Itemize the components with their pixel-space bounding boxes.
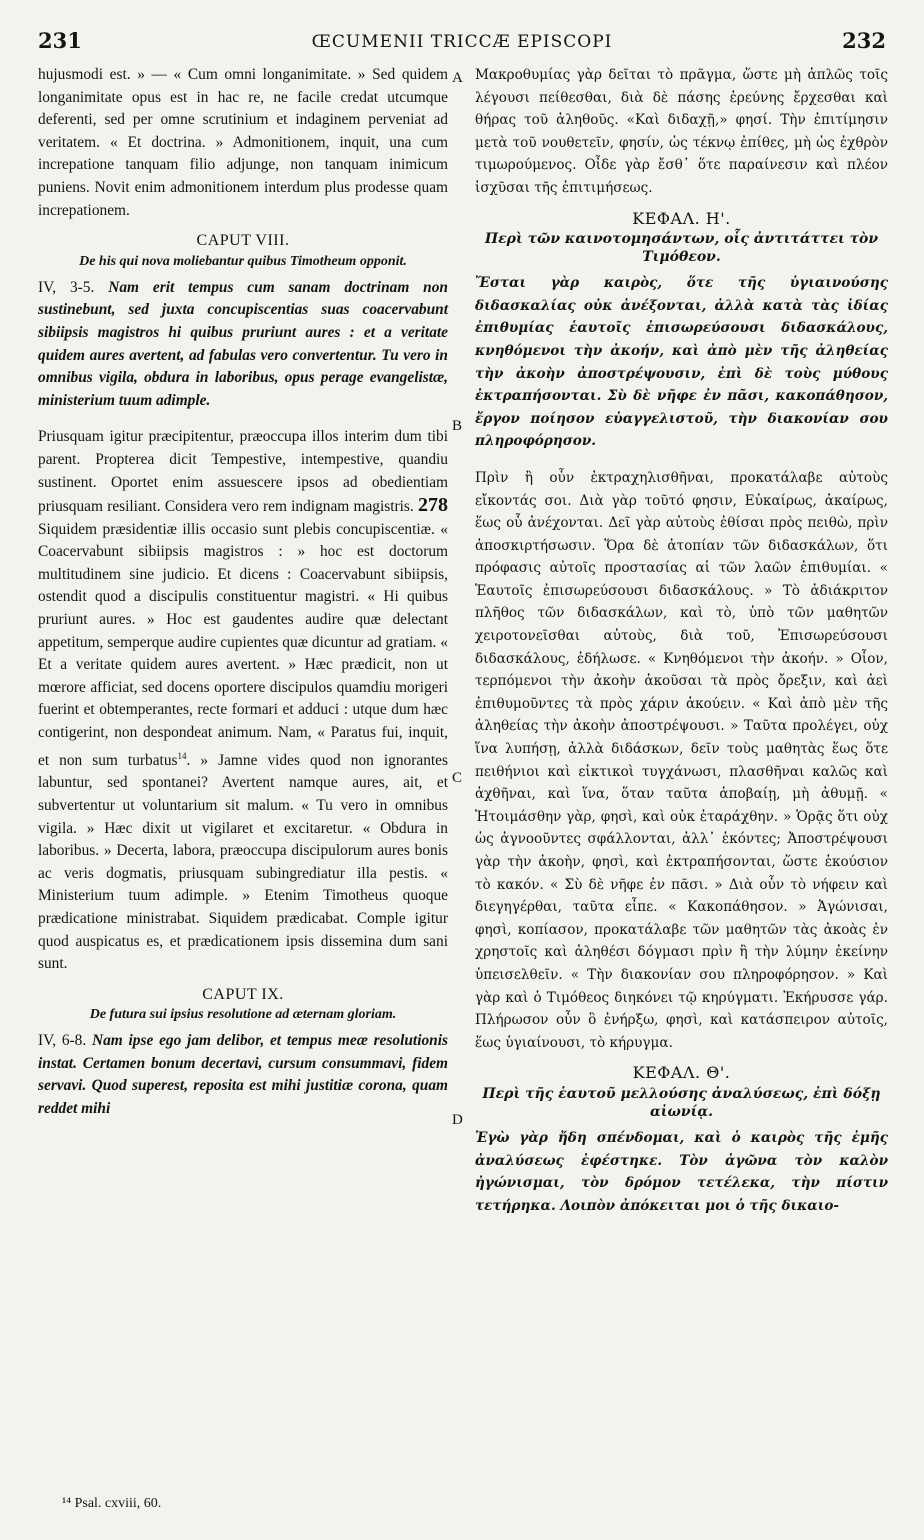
page-number-right: 232 <box>842 28 886 53</box>
margin-marker-b: B <box>452 418 463 434</box>
margin-marker-a: A <box>452 70 463 86</box>
greek-chapter-8-scripture: Ἔσται γὰρ καιρὸς, ὅτε τῆς ὑγιαινούσης διδασκαλίας οὐκ ἀνέξονται, ἀλλὰ κατὰ τὰς ἰδίας ἐπιθυμίας ἑαυτοῖς ἐπισωρεύσουσι διδασκάλους, κνηθόμενοι τὴν ἀκοήν, καὶ ἀπὸ μὲν τῆς ἀληθείας τὴν ἀκοὴν ἀποστρέψουσιν, ἐπὶ δὲ τοὺς μύθους ἐκτραπήσονται. Σὺ δὲ νῆφε ἐν πᾶσι, κακοπάθησον, ἔργον ποίησον εὐαγγελιστοῦ, τὴν διακονίαν σου πληροφόρησον. <box>475 275 888 450</box>
latin-chapter-8-reference: IV, 3-5. <box>38 278 95 296</box>
latin-commentary-part-a: Priusquam igitur præcipitentur, præoccupa illos interim dum tibi parent. Propterea dicit Tempestive, intempestive, quandiu sustinent. Oportet enim assuescere ipsos ad obedientiam priusquam resiliant. Considera vero rem indignam magistris. <box>38 428 448 516</box>
greek-chapter-8-title: ΚΕΦΑΛ. Η'. <box>632 208 731 228</box>
latin-chapter-8-title: CAPUT VIII. <box>196 232 290 250</box>
margin-marker-d: D <box>452 1112 463 1128</box>
latin-chapter-9-reference: IV, 6-8. <box>38 1032 87 1050</box>
footnote-ref: 14 <box>177 750 187 761</box>
running-title: ŒCUMENII TRICCÆ EPISCOPI <box>311 32 613 52</box>
greek-chapter-8-subtitle: Περὶ τῶν καινοτομησάντων, οἷς ἀντιτάττει τὸν Τιμόθεον. <box>484 231 879 266</box>
latin-commentary-part-c: . » Jamne vides quod non ignorantes labuntur, sed spontanei? Avertent namque aures, ait, et subvertentur ut voluntarium sit malum. « Tu vero in omnibus vigila. » Hæc dixit ut vigilaret et excitaretur. « Obdura in laboribus. » Decerta, labora, præoccupa discipulorum aures bonis ac veris dogmatis, priusquam subingrediatur illa pestis. « Ministerium tuum adimple. » Etenim Timotheus quoque prædicatione ministrabat. Siquidem prædicabat. Comple igitur quod auspicatus es, et prædicationem ipsis dissemina dum sani sunt. <box>38 751 448 973</box>
latin-chapter-9-subtitle: De futura sui ipsius resolutione ad æternam gloriam. <box>89 1007 397 1023</box>
latin-chapter-8-scripture <box>38 277 448 413</box>
greek-intro-paragraph: Μακροθυμίας γὰρ δεῖται τὸ πρᾶγμα, ὥστε μὴ ἁπλῶς τοῖς λέγουσι πείθεσθαι, διὰ δὲ πάσης ἐρεύνης ἔρχεσθαι καὶ θήρας τοῦ ἀληθοῦς. «Καὶ διδαχῇ,» φησί. Τὴν ἐπιτίμησιν μετὰ τοῦ νουθετεῖν, φησίν, ὡς τέκνῳ ἐπίθες, μὴ ὡς ἐχθρὸν τιμωρούμενος. Οἶδε γὰρ ἔσθ᾽ ὅτε παραίνεσιν καὶ πλέον ἰσχῦσαι τῆς ἐπιτιμήσεως. <box>475 67 888 196</box>
latin-column <box>38 64 448 1121</box>
margin-marker-c: C <box>452 770 463 786</box>
latin-chapter-8-commentary <box>38 426 448 975</box>
footnote: ¹⁴ Psal. cxviii, 60. <box>62 1496 162 1511</box>
latin-chapter-8-subtitle: De his qui nova moliebantur quibus Timotheum opponit. <box>79 253 407 269</box>
greek-chapter-9-title: ΚΕΦΑΛ. Θ'. <box>632 1063 731 1083</box>
greek-chapter-9-subtitle: Περὶ τῆς ἑαυτοῦ μελλούσης ἀναλύσεως, ἐπὶ δόξῃ αἰωνίᾳ. <box>482 1085 881 1120</box>
latin-intro-paragraph: hujusmodi est. » — « Cum omni longanimitate. » Sed quidem longanimitate opus est in hac re, ne facile credat utcumque deferenti, sed per omne scrutinium et indaginem perveniat ad veritatem. « Et doctrina. » Admonitionem, inquit, una cum increpatione tanquam filio adjunge, non tanquam inimicum puniens. Novit enim admonitionem interdum plus prodesse quam increpationem. <box>38 66 448 219</box>
latin-commentary-part-b: Siquidem præsidentiæ illis occasio sunt plebis concupiscentiæ. « Coacervabunt sibiipsis magistros : » hoc est doctorum multitudinem sine judicio. Et dicens : Coacervabunt sibiipsis, ostendit quod a discipulis constituentur magistri. « Hi quibus pruriunt aures. » Hoc est gaudentes audire quæ delectant appetitum, semperque audire cupientes quæ dicuntur ad gratiam. « Et a veritate quidem aures avertent. » Hæc prædicit, non ut mœrore afficiat, sed docens oportere discipulos quamdiu morigeri fuerint et obtemperantes, recte formari et adduci : utque dum hæc contigerint, non despondeat animum. Nam, « Paratus fui, inquit, et non sum turbatus <box>38 520 448 769</box>
latin-chapter-9-scripture-text: Nam ipse ego jam delibor, et tempus meæ resolutionis instat. Certamen bonum decertavi, cursum consummavi, fidem servavi. Quod superest, reposita est mihi justitiæ corona, quam reddet mihi <box>38 1032 448 1118</box>
page-number-left: 231 <box>38 28 82 53</box>
latin-chapter-9-title: CAPUT IX. <box>202 985 284 1003</box>
running-header <box>38 28 886 62</box>
latin-chapter-9-scripture <box>38 1030 448 1120</box>
greek-chapter-8-commentary: Πρὶν ἢ οὖν ἐκτραχηλισθῆναι, προκατάλαβε αὐτοὺς εἴκοντάς σοι. Διὰ γὰρ τοῦτό φησιν, Εὐκαίρως, ἀκαίρως, ἕως οὗ ἀνέχονται. Δεῖ γὰρ αὐτοὺς ἐθίσαι πρὸς πειθὼ, πρὶν ἀποσκιρτήσωσιν. Ὅρα δὲ ἀτοπίαν τῶν διδασκάλων, ὅτι πρόφασις αὐτοῖς προστασίας αἱ τῶν λαῶν ἐπιθυμίαι. « Ἑαυτοῖς ἐπισωρεύσουσι διδασκάλους. » Τὸ ἀδιάκριτον πλῆθος τῶν διδασκάλων, καὶ τὸ, ὑπὸ τῶν μαθητῶν χειροτονεῖσθαι αὐτοὺς, διὰ τοῦ, Ἐπισωρεύσουσι διδασκάλους, ἐδήλωσε. « Κνηθόμενοι τὴν ἀκοήν. » Οἷον, τερπόμενοι τὴν ἀκοὴν ἀκοῦσαι τὰ πρὸς ὄρεξιν, καὶ ἀεὶ ἐπιθυμοῦντες τὰ πρὸς χάριν ἀκούειν. « Καὶ ἀπὸ μὲν τῆς ἀληθείας τὴν ἀκοὴν ἀποστρέψουσι. » Ταῦτα προλέγει, οὐχ ἵνα λυπήσῃ, ἀλλὰ διδάσκων, δεῖν τοὺς μαθητὰς ἕως ὅτε πειθήνιοι καὶ εἰκτικοὶ τυγχάνωσι, πλασθῆναι καλῶς καὶ ἀχθῆναι, καὶ ἵνα, ὅταν ταῦτα ἀποβαίῃ, μὴ ἀθυμῇ. « Ἡτοιμάσθην γὰρ, φησὶ, καὶ οὐκ ἐταράχθην. » Ὁρᾷς ὅτι οὐχ ὡς ἀγνοοῦντες σφάλλονται, ἀλλ᾽ ἑκόντες; Ἀποστρέψουσι γὰρ τὴν ἀκοὴν, φησὶ, καὶ ἐκτραπήσονται, ὥστε ἑκούσιον τὸ κακόν. « Σὺ δὲ νῆφε ἐν πᾶσι. » Διὰ οὖν τὸ νήφειν καὶ διεγηγέρθαι, ταῦτα εἶπε. « Κακοπάθησον. » Ἀγώνισαι, φησὶ, κοπίασον, προκατάλαβε τῶν μαθητῶν τὰς ἀκοὰς ἐν χρηστοῖς καὶ ἀληθέσι δόγμασι πρὶν ἢ τὴν λύμην ἐκείνην ὑπεισελθεῖν. « Τὴν διακονίαν σου πληροφόρησον. » Καὶ γὰρ καὶ ὁ Τιμόθεος διηκόνει τῷ κηρύγματι. Ἐκήρυσσε γάρ. Πλήρωσον οὖν ὃ ἐνήρξω, φησὶ, καὶ κατάσπειρον αὐτοῖς, ἕως ὑγιαίνουσι, τὸ κήρυγμα. <box>475 469 888 1051</box>
greek-column <box>475 64 888 1217</box>
latin-chapter-8-scripture-text: Nam erit tempus cum sanam doctrinam non sustinebunt, sed juxta concupiscentias suas coacervabunt sibiipsis magistros hi quibus pruriunt aures : et a veritate quidem aures avertent, ad fabulas vero convertentur. Tu vero in omnibus vigila, obdura in laboribus, opus perage evangelistæ, ministerium tuum adimple. <box>38 278 448 409</box>
column-number: 278 <box>418 494 448 517</box>
greek-chapter-9-scripture: Ἐγὼ γὰρ ἤδη σπένδομαι, καὶ ὁ καιρὸς τῆς ἐμῆς ἀναλύσεως ἐφέστηκε. Τὸν ἀγῶνα τὸν καλὸν ἠγώνισμαι, τὸν δρόμον τετέλεκα, τὴν πίστιν τετήρηκα. Λοιπὸν ἀπόκειται μοι ὁ τῆς δικαιο- <box>475 1129 888 1214</box>
